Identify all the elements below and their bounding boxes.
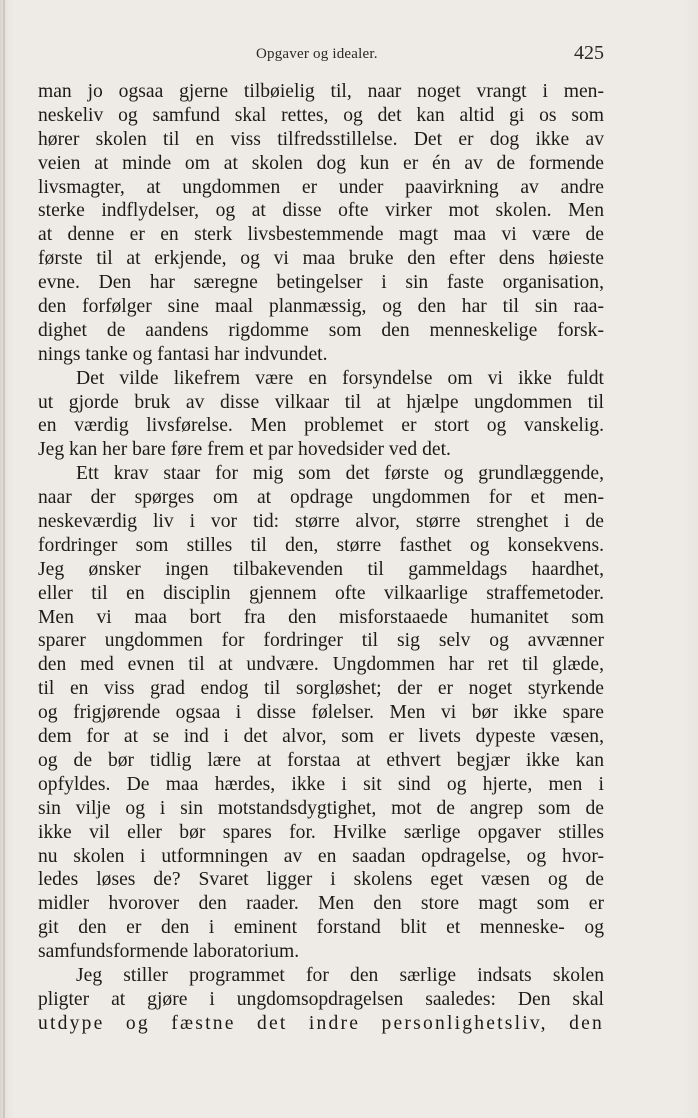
text-line: neskeliv og samfund skal rettes, og det kan altid gi os som	[38, 104, 604, 126]
text-line: ledes løses de? Svaret ligger i skolens eget væsen og de	[38, 869, 604, 891]
text-line: første til at erkjende, og vi maa bruke den efter dens høieste	[38, 248, 604, 270]
paragraph-start-line: Jeg stiller programmet for den særlige indsats skolen	[76, 964, 604, 986]
text-line: fordringer som stilles til den, større fasthet og konsekvens.	[38, 534, 604, 556]
text-line: og frigjørende ogsaa i disse følelser. Men vi bør ikke spare	[38, 702, 604, 724]
text-line: naar der spørges om at opdrage ungdommen for et men-	[38, 487, 604, 509]
text-line: den med evnen til at undvære. Ungdommen har ret til glæde,	[38, 654, 604, 676]
page-number: 425	[574, 42, 604, 64]
paragraph-start-line: Det vilde likefrem være en forsyndelse om vi ikke fuldt	[76, 367, 604, 389]
text-line: til en viss grad endog til sorgløshet; der er noget styrkende	[38, 678, 604, 700]
text-line: sparer ungdommen for fordringer til sig selv og avvænner	[38, 630, 604, 652]
text-line: sin vilje og i sin motstandsdygtighet, mot de angrep som de	[38, 797, 604, 819]
paragraph-start-line: Ett krav staar for mig som det første og grundlæggende,	[76, 463, 604, 485]
text-line: midler hvorover den raader. Men den store magt som er	[38, 893, 604, 915]
text-line: og de bør tidlig lære at forstaa at ethvert begjær ikke kan	[38, 749, 604, 771]
text-line: eller til en disciplin gjennem ofte vilkaarlige straffemetoder.	[38, 582, 604, 604]
running-head: Opgaver og idealer.	[256, 46, 378, 62]
text-line: neskeværdig liv i vor tid: større alvor, større strenghet i de	[38, 511, 604, 533]
text-line: nu skolen i utformningen av en saadan opdragelse, og hvor-	[38, 845, 604, 867]
text-line: ut gjorde bruk av disse vilkaar til at hjælpe ungdommen til	[38, 391, 604, 413]
text-line: evne. Den har særegne betingelser i sin faste organisation,	[38, 272, 604, 294]
body-text	[38, 80, 604, 1036]
text-line: dem for at se ind i det alvor, som er livets dypeste væsen,	[38, 726, 604, 748]
text-line: man jo ogsaa gjerne tilbøielig til, naar noget vrangt i men-	[38, 81, 604, 102]
emphasized-text-line: utdype og fæstne det indre personlighetsliv, den	[38, 1012, 604, 1034]
text-line: sterke indflydelser, og at disse ofte virker mot skolen. Men	[38, 200, 604, 222]
text-line: den forfølger sine maal planmæssig, og den har til sin raa-	[38, 296, 604, 318]
text-line: nings tanke og fantasi har indvundet.	[38, 343, 328, 365]
text-line: Jeg ønsker ingen tilbakevenden til gammeldags haardhet,	[38, 558, 604, 580]
text-line: opfyldes. De maa hærdes, ikke i sit sind og hjerte, men i	[38, 773, 604, 795]
page-header	[38, 42, 604, 70]
text-line: at denne er en sterk livsbestemmende magt maa vi være de	[38, 224, 604, 246]
text-line: git den er den i eminent forstand blit et menneske- og	[38, 917, 604, 939]
text-line: Jeg kan her bare føre frem et par hovedsider ved det.	[38, 439, 451, 461]
text-line: dighet de aandens rigdomme som den menneskelige forsk-	[38, 319, 604, 341]
text-line: en værdig livsførelse. Men problemet er stort og vanskelig.	[38, 415, 604, 437]
page-gutter	[3, 0, 5, 1118]
text-line: samfundsformende laboratorium.	[38, 941, 300, 963]
text-line: ikke vil eller bør spares for. Hvilke særlige opgaver stilles	[38, 821, 604, 843]
text-line: veien at minde om at skolen dog kun er én av de formende	[38, 152, 604, 174]
text-line: hører skolen til en viss tilfredsstillelse. Det er dog ikke av	[38, 128, 604, 150]
text-line: Men vi maa bort fra den misforstaaede humanitet som	[38, 606, 604, 628]
text-line: pligter at gjøre i ungdomsopdragelsen saaledes: Den skal	[38, 988, 604, 1010]
text-line: livsmagter, at ungdommen er under paavirkning av andre	[38, 176, 604, 198]
